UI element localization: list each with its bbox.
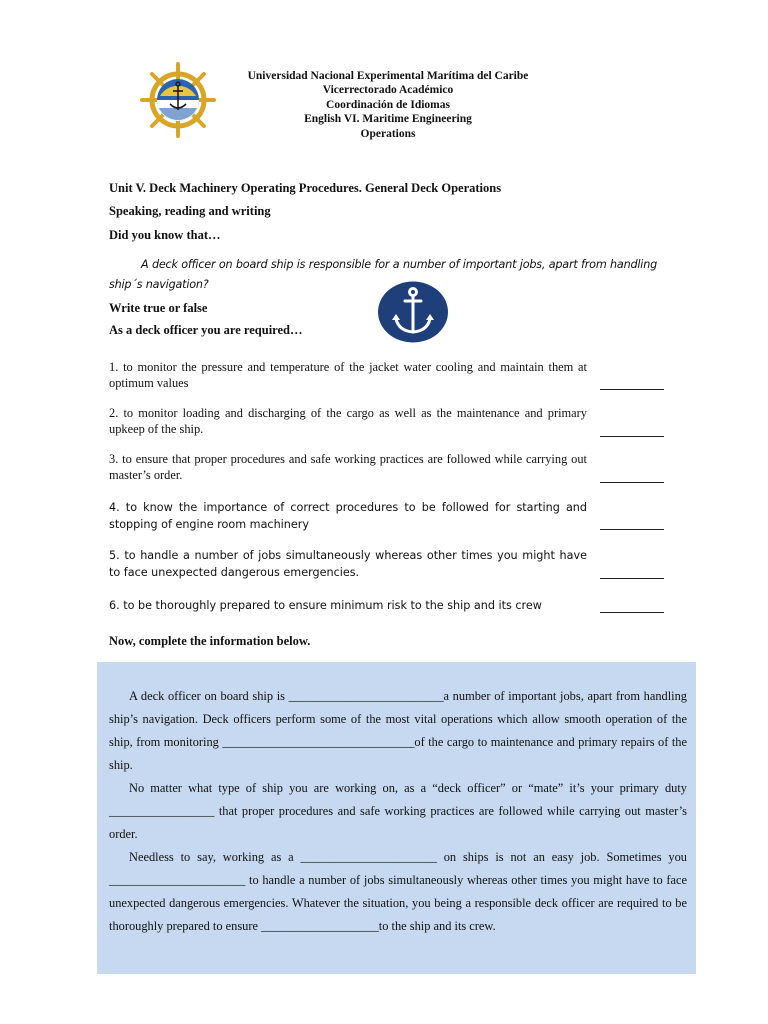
complete-instruction: Now, complete the information below. <box>109 634 311 648</box>
university-name: Universidad Nacional Experimental Marítima del Caribe <box>247 70 529 82</box>
statement-6: 6. to be thoroughly prepared to ensure minimum risk to the ship and its crew <box>109 599 542 612</box>
did-you-know-heading: Did you know that… <box>109 228 221 242</box>
university-logo-ship-wheel-icon <box>140 62 216 138</box>
cloze-paragraph-2: No matter what type of ship you are working on, as a “deck officer” or “mate” it’s your primary duty _________________ that proper procedures and safe working practices are followed while carrying out master’s order. <box>109 781 687 841</box>
statement-5: 5. to handle a number of jobs simultaneously whereas other times you might have to face unexpected dangerous emergencies. <box>109 549 587 579</box>
statement-4: 4. to know the importance of correct procedures to be followed for starting and stopping of engine room machinery <box>109 501 587 531</box>
institution-header <box>228 69 548 141</box>
answer-blank-2[interactable] <box>600 435 664 437</box>
language-coordination: Coordinación de Idiomas <box>326 98 450 111</box>
skills-heading: Speaking, reading and writing <box>109 204 271 218</box>
statement-3: 3. to ensure that proper procedures and safe working practices are followed while carrying out master’s order. <box>109 452 587 482</box>
anchor-icon <box>377 281 449 343</box>
cloze-paragraph-3: Needless to say, working as a ______________________ on ships is not an easy job. Sometimes you ______________________ to handle a number of jobs simultaneously whereas other times you might have to face unexpected dangerous emergencies. Whatever the situation, you being a responsible deck officer are required to be thoroughly prepared to ensure ___________________to the ship and its crew. <box>109 850 687 933</box>
answer-blank-1[interactable] <box>600 388 664 390</box>
required-lead: As a deck officer you are required… <box>109 323 303 337</box>
answer-blank-3[interactable] <box>600 481 664 483</box>
course-name: English VI. Maritime Engineering <box>304 113 472 126</box>
unit-title: Unit V. Deck Machinery Operating Procedures. General Deck Operations <box>109 181 502 195</box>
cloze-paragraph-1: A deck officer on board ship is _________________________a number of important jobs, apart from handling ship’s navigation. Deck officers perform some of the most vital operations which allow smooth operation of the ship, from monitoring _______________________________of the cargo to maintenance and primary repairs of the ship. <box>109 689 687 772</box>
statement-2: 2. to monitor loading and discharging of the cargo as well as the maintenance and primary upkeep of the ship. <box>109 406 587 436</box>
answer-blank-5[interactable] <box>600 577 664 579</box>
true-false-instruction: Write true or false <box>109 301 208 315</box>
vice-rectorate: Vicerrectorado Académico <box>322 84 454 97</box>
answer-blank-6[interactable] <box>600 611 664 613</box>
answer-blank-4[interactable] <box>600 528 664 530</box>
statement-1: 1. to monitor the pressure and temperature of the jacket water cooling and maintain them at optimum values <box>109 360 587 390</box>
intro-text: A deck officer on board ship is responsible for a number of important jobs, apart from handling ship´s navigation? <box>109 258 657 291</box>
course-subtitle: Operations <box>360 127 416 140</box>
cloze-passage <box>109 685 687 938</box>
